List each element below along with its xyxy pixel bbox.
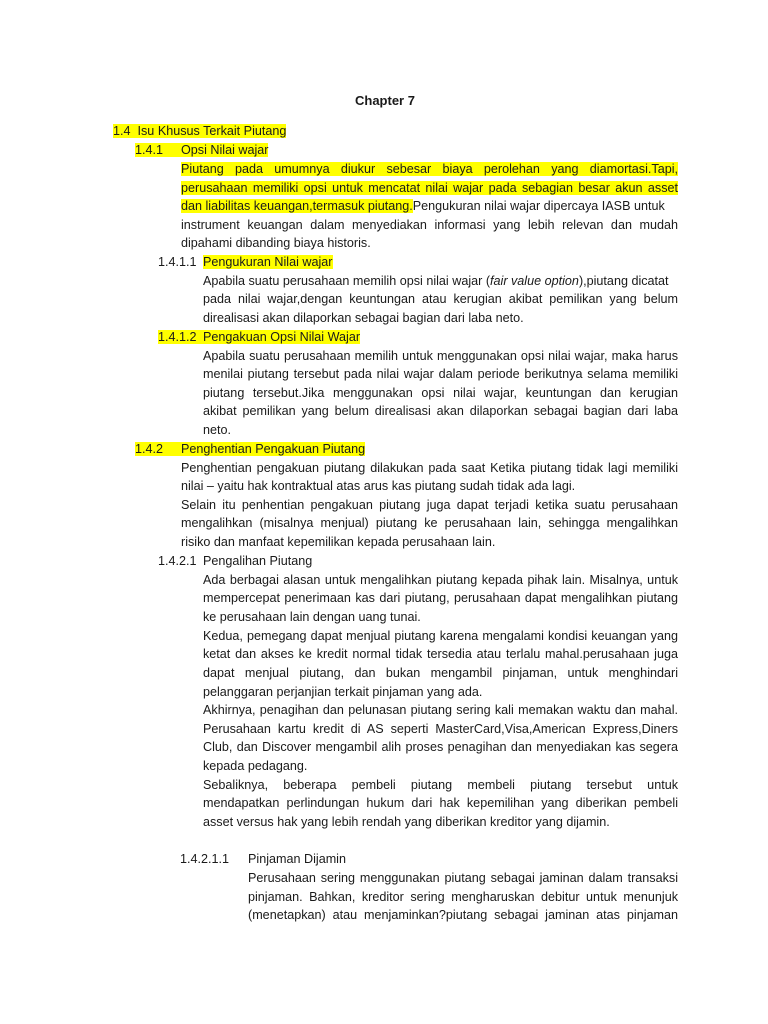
paragraph-line: akibat pemilikan yang belum direalisasi akan dilaporkan sebagai bagian dari laba <box>203 404 678 418</box>
paragraph-line: Kedua, pemegang dapat menjual piutang karena mengalami kondisi keuangan yang <box>203 629 678 643</box>
paragraph-line: menilai piutang tersebut pada nilai wajar dalam periode berikutnya selama memiliki <box>203 367 678 381</box>
paragraph-line: Perusahaan kartu kredit di AS seperti MasterCard,Visa,American Express,Diners <box>203 722 678 736</box>
section-1-4-1-2-heading <box>158 328 360 346</box>
section-number: 1.4 <box>113 124 131 138</box>
section-number: 1.4.2 <box>135 442 164 456</box>
section-number: 1.4.1.1 <box>158 255 197 269</box>
section-title: Isu Khusus Terkait Piutang <box>137 124 287 138</box>
section-title: Pengakuan Opsi Nilai Wajar <box>203 330 361 344</box>
paragraph-line: ketat dan akses ke kredit normal tidak tersedia atau terlalu mahal.perusahaan juga <box>203 647 678 661</box>
section-number: 1.4.2.1 <box>158 554 197 568</box>
section-title: Penghentian Pengakuan Piutang <box>181 442 366 456</box>
section-1-4-2-heading <box>135 440 365 458</box>
paragraph-line: nilai – yaitu hak kontraktual atas arus kas piutang sudah tidak ada lagi. <box>181 479 576 493</box>
paragraph-line: direalisasi akan dilaporkan sebagai bagian dari laba neto. <box>203 311 524 325</box>
paragraph-line: dipahami dibanding biaya historis. <box>181 236 371 250</box>
paragraph-line: pelanggaran perjanjian terkait pinjaman yang ada. <box>203 685 483 699</box>
paragraph-line: kepada pedagang. <box>203 759 308 773</box>
paragraph-line: Ada berbagai alasan untuk mengalihkan piutang kepada pihak lain. Misalnya, untuk <box>203 573 678 587</box>
paragraph-line: instrument keuangan dalam menyediakan informasi yang lebih relevan dan mudah <box>181 218 678 232</box>
paragraph-line: ke perusahaan lain dengan uang tunai. <box>203 610 421 624</box>
section-title: Pengukuran Nilai wajar <box>203 255 333 269</box>
paragraph-line: Penghentian pengakuan piutang dilakukan pada saat Ketika piutang tidak lagi memiliki <box>181 461 678 475</box>
paragraph-line: Selain itu penhentian pengakuan piutang juga dapat terjadi ketika suatu perusahaan <box>181 498 678 512</box>
paragraph-line: asset versus hak yang lebih rendah yang diberikan kreditor yang dijamin. <box>203 815 610 829</box>
paragraph-line: Club, dan Discover mengambil alih proses penagihan dan menyediakan kas segera <box>203 740 678 754</box>
paragraph-line: dan liabilitas keuangan,termasuk piutang.Pengukuran nilai wajar dipercaya IASB untuk <box>181 199 665 213</box>
paragraph-line: (menetapkan) atau menjaminkan?piutang sebagai jaminan atas pinjaman <box>248 908 678 922</box>
section-1-4-2-1-heading <box>158 552 312 570</box>
paragraph-line: mendapatkan perlindungan hukum dari hak kepemilihan yang diberikan pembeli <box>203 796 678 810</box>
paragraph-line: perusahaan memiliki opsi untuk mencatat nilai wajar pada sebagian besar akun asset <box>181 181 678 195</box>
section-title: Pengalihan Piutang <box>203 554 313 568</box>
section-title: Pinjaman Dijamin <box>248 852 346 866</box>
paragraph-line: Piutang pada umumnya diukur sebesar biaya perolehan yang diamortasi.Tapi, <box>181 162 678 176</box>
paragraph-line: mengalihkan (misalnya menjual) piutang ke perusahaan lain, sehingga mengalihkan <box>181 516 678 530</box>
paragraph-line: mempercepat penerimaan kas dari piutang, perusahaan dapat mengalihkan piutang <box>203 591 678 605</box>
section-1-4-2-1-1-heading <box>180 850 346 868</box>
section-1-4-heading <box>113 122 286 140</box>
paragraph-line: Apabila suatu perusahaan memilih untuk menggunakan opsi nilai wajar, maka harus <box>203 349 678 363</box>
section-1-4-1-heading <box>135 141 268 159</box>
section-number: 1.4.1.2 <box>158 330 197 344</box>
section-number: 1.4.1 <box>135 143 164 157</box>
paragraph-line: Sebaliknya, beberapa pembeli piutang membeli piutang tersebut untuk <box>203 778 678 792</box>
chapter-title: Chapter 7 <box>355 93 415 108</box>
section-1-4-1-1-heading <box>158 253 333 271</box>
section-number: 1.4.2.1.1 <box>180 852 230 866</box>
paragraph-line: dapat menjual piutang, dan bukan mengambil pinjaman, untuk menghindari <box>203 666 678 680</box>
paragraph-line: pinjaman. Bahkan, kreditor sering mengharuskan debitur untuk menunjuk <box>248 890 678 904</box>
paragraph-line: Akhirnya, penagihan dan pelunasan piutang sering kali memakan waktu dan mahal. <box>203 703 678 717</box>
paragraph-line: neto. <box>203 423 232 437</box>
paragraph-line: piutang tersebut.Jika menggunakan opsi nilai wajar, keuntungan dan kerugian <box>203 386 678 400</box>
paragraph-line: pada nilai wajar,dengan keuntungan atau kerugian akibat pemilikan yang belum <box>203 292 678 306</box>
paragraph-line: risiko dan manfaat kepemilikan kepada perusahaan lain. <box>181 535 496 549</box>
paragraph-line: Perusahaan sering menggunakan piutang sebagai jaminan dalam transaksi <box>248 871 678 885</box>
section-title: Opsi Nilai wajar <box>181 143 269 157</box>
paragraph-line: Apabila suatu perusahaan memilih opsi nilai wajar (fair value option),piutang dicatat <box>203 274 669 288</box>
